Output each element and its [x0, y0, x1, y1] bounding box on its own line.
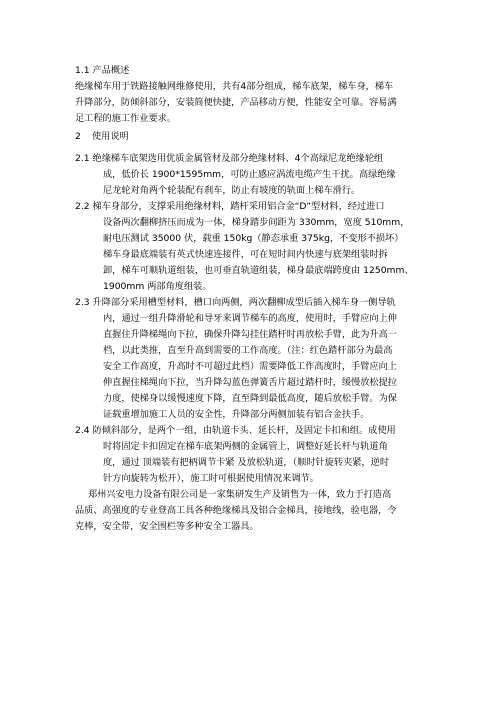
item-2-3-line-8: 证载重增加施工人员的安全性，升降部分两侧加装有铝合金扶手。	[103, 409, 370, 420]
item-2-2-line-3: 耐电压测试 35000 伏，载重 150kg（静态承重 375kg，不变形不损坏）	[103, 233, 404, 244]
company-line-3: 克棒，安全带，安全围栏等多种安全工器具。	[75, 521, 259, 532]
item-2-3-line-1: 2.3 升降部分采用槽型材料，槽口向两侧，两次翻柳成型后插入梯车身一侧导轨	[75, 297, 396, 308]
item-2-4-line-4: 针方向旋转为松开），施工时可根据使用情况来调节。	[103, 473, 319, 484]
item-2-2-line-1: 2.2 梯车身部分，支撑采用绝缘材料，踏杆采用铝合金“D”型材料，经过进口	[75, 201, 385, 212]
item-2-1-line-1: 2.1 绝缘梯车底架选用优质金属管材及部分绝缘材料、4个高绿尼龙绝缘轮组	[75, 153, 384, 164]
item-2-4-line-2: 时将固定卡扣固定在梯车底架两侧的金属管上，调整好延长杆与轨道角	[103, 441, 388, 452]
item-2-2-line-6: 1900mm 两部角度组装。	[103, 281, 212, 292]
item-2-3-line-5: 安全工作高度，升高时不可超过此档）需要降低工作高度时，手臂应向上	[103, 361, 397, 372]
section-2-title: 使用说明	[92, 131, 129, 142]
item-2-3-line-3: 直握住升降梯绳向下拉，确保升降勾挂住踏杆时再放松手臂，此为升高一	[103, 329, 397, 340]
intro-line-3: 足工程的施工作业要求。	[75, 113, 177, 124]
item-2-2-line-2: 设备两次翻柳挤压而成为一体，梯身踏步间距为 330mm，宽度 510mm，	[103, 217, 410, 228]
section-1-heading: 1.1 产品概述	[75, 65, 130, 76]
item-2-3-line-2: 内，通过一组升降滑轮和导牙来调节梯车的高度，使用时，手臂应向上伸	[103, 313, 397, 324]
item-2-4-line-3: 度，通过 顶端装有把柄调节卡紧 及放松轨道，（顺时针旋转夹紧，逆时	[103, 457, 390, 468]
item-2-2-line-4: 梯车身最底端装有英式快速连接件，可在短时间内快速与底架组装时拆	[103, 249, 388, 260]
company-line-2: 品质、高强度的专业登高工具各种绝缘梯具及铝合金梯具，接地线，验电器，令	[75, 505, 397, 516]
intro-line-2: 升降部分，防倾斜部分，安装简便快捷，产品移动方便，性能安全可靠。容易满	[75, 97, 397, 108]
item-2-1-line-3: 尼龙轮对角两个轮装配有刹车，防止有坡度的轨面上梯车滑行。	[103, 185, 361, 196]
item-2-3-line-7: 力度，使梯身以缓慢速度下降，直至降到最低高度，随后放松手臂。为保	[103, 393, 397, 404]
item-2-2-line-5: 卸，梯车可顺轨道组装，也可垂直轨道组装，梯身最底端跨度由 1250mm、	[103, 265, 414, 276]
section-2-number: 2	[75, 131, 81, 142]
item-2-1-line-2: 成，低价长 1900*1595mm，可防止感应涡流电缆产生干扰。高绿绝缘	[103, 169, 396, 180]
item-2-3-line-6: 伸直握住梯绳向下拉，当升降勾蓝色弹簧舌片超过踏杆时，缓慢放松提拉	[103, 377, 397, 388]
company-line-1: 郑州兴安电力设备有限公司是一家集研发生产及销售为一体，致力于打造高	[88, 489, 392, 500]
item-2-4-line-1: 2.4 防倾斜部分，是两个一组，由轨道卡头、延长杆，及固定卡扣和组。成使用	[75, 425, 396, 436]
item-2-3-line-4: 档，以此类推，直至升高到需要的工作高度。（注：红色踏杆部分为最高	[103, 345, 393, 356]
intro-line-1: 绝缘梯车用于铁路接触网维修使用，共有4部分组成，梯车底架，梯车身，梯车	[75, 81, 394, 92]
